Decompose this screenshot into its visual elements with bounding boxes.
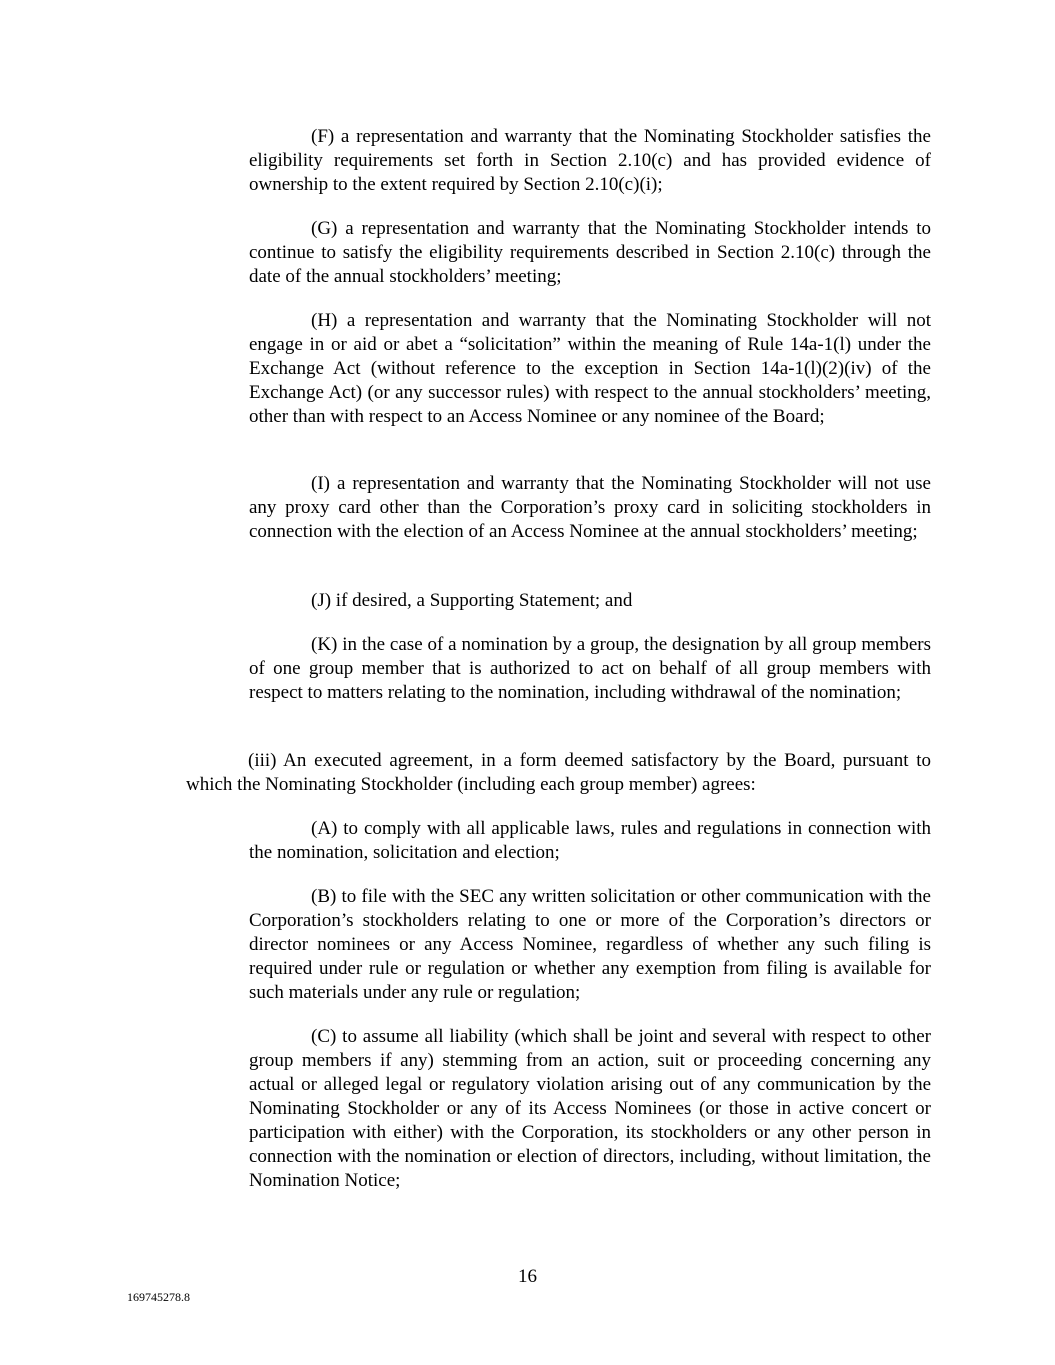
paragraph-C: (C) to assume all liability (which shall be joint and several with respect to other group members if any) stemming from an action, suit or proceeding concerning any actual or alleged legal or regulatory violation arising out of any communication by the Nominating Stockholder or any of its Access Nominees (or those in active concert or participation with either) with the Corporation, its stockholders or any other person in connection with the nomination or election of directors, including, without limitation, the Nomination Notice; (249, 1026, 931, 1191)
paragraph-B: (B) to file with the SEC any written solicitation or other communication with the Corporation’s stockholders relating to one or more of the Corporation’s directors or director nominees or any Access Nominee, regardless of whether any such filing is required under rule or regulation or whether any exemption from filing is available for such materials under any rule or regulation; (249, 886, 931, 1003)
paragraph-F: (F) a representation and warranty that the Nominating Stockholder satisfies the eligibility requirements set forth in Section 2.10(c) and has provided evidence of ownership to the extent required by Section 2.10(c)(i); (249, 126, 931, 195)
document-id: 169745278.8 (127, 1290, 190, 1304)
paragraph-J: (J) if desired, a Supporting Statement; and (311, 590, 633, 611)
paragraph-H: (H) a representation and warranty that the Nominating Stockholder will not engage in or aid or abet a “solicitation” within the meaning of Rule 14a-1(l) under the Exchange Act (without reference to the exception in Section 14a-1(l)(2)(iv) of the Exchange Act) (or any successor rules) with respect to the annual stockholders’ meeting, other than with respect to an Access Nominee or any nominee of the Board; (249, 310, 931, 427)
paragraph-G: (G) a representation and warranty that the Nominating Stockholder intends to continue to satisfy the eligibility requirements described in Section 2.10(c) through the date of the annual stockholders’ meeting; (249, 218, 931, 287)
paragraph-A: (A) to comply with all applicable laws, rules and regulations in connection with the nomination, solicitation and election; (249, 818, 931, 863)
paragraph-I: (I) a representation and warranty that the Nominating Stockholder will not use any proxy card other than the Corporation’s proxy card in soliciting stockholders in connection with the election of an Access Nominee at the annual stockholders’ meeting; (249, 473, 931, 542)
paragraph-K: (K) in the case of a nomination by a group, the designation by all group members of one group member that is authorized to act on behalf of all group members with respect to matters relating to the nomination, including withdrawal of the nomination; (249, 634, 931, 703)
page-number: 16 (518, 1266, 537, 1287)
paragraph-iii: (iii) An executed agreement, in a form deemed satisfactory by the Board, pursuant to which the Nominating Stockholder (including each group member) agrees: (186, 750, 931, 795)
